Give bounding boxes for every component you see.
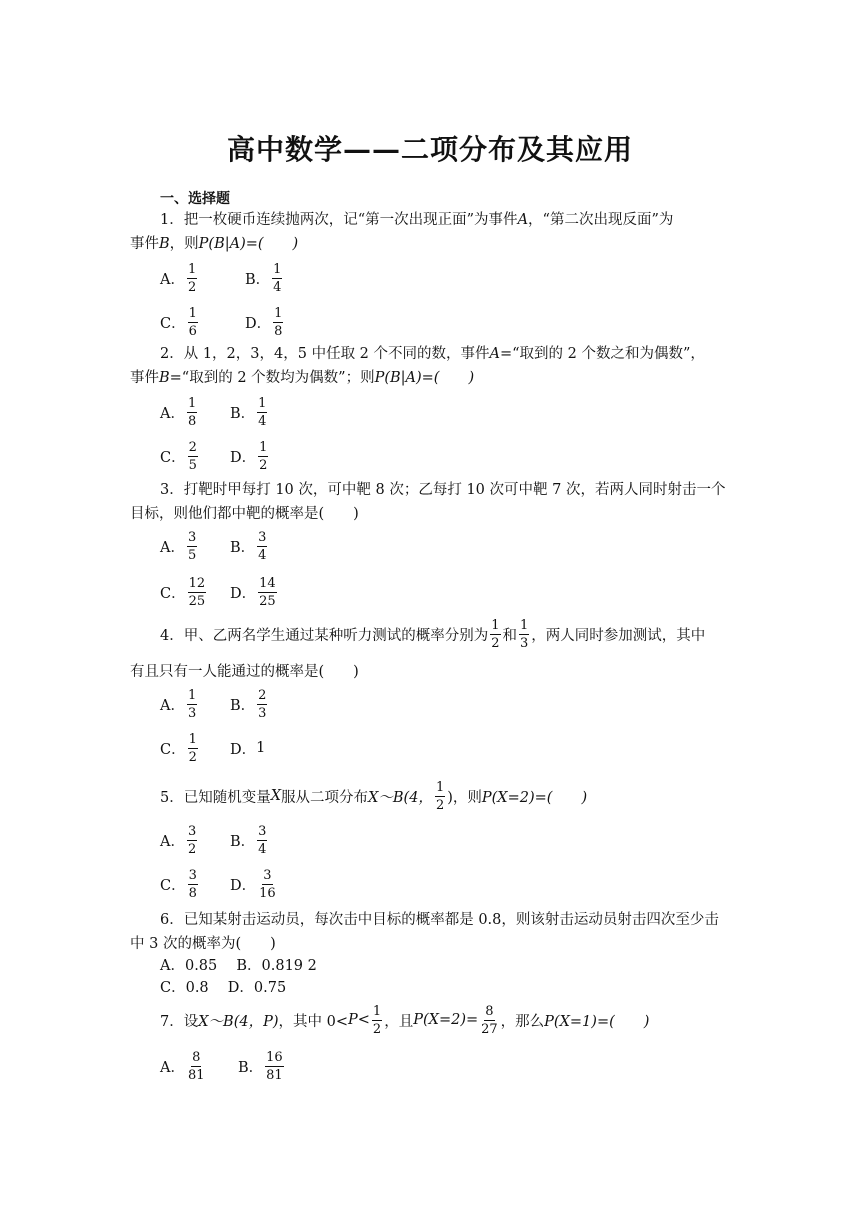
option-label: B． bbox=[230, 405, 256, 422]
fraction bbox=[265, 1049, 284, 1084]
numerator: 1 bbox=[520, 617, 529, 633]
denominator: 2 bbox=[187, 841, 197, 857]
denominator: 2 bbox=[491, 635, 500, 651]
q2-option-d bbox=[230, 434, 270, 478]
q4-option-d bbox=[230, 726, 265, 770]
denominator: 4 bbox=[258, 841, 267, 857]
option-label: C． bbox=[160, 877, 186, 894]
denominator: 3 bbox=[258, 705, 267, 721]
option-label: B． bbox=[230, 697, 256, 714]
q3-line1: 3．打靶时甲每打 10 次，可中靶 8 次；乙每打 10 次可中靶 7 次，若两人同时射击一个 bbox=[160, 482, 726, 498]
numerator: 8 bbox=[485, 1003, 494, 1019]
fraction bbox=[188, 867, 198, 902]
q4-text-2: ，两人同时参加测试，其中 bbox=[531, 627, 706, 644]
q1-var-a: A bbox=[517, 212, 529, 228]
numerator: 1 bbox=[372, 1003, 382, 1019]
denominator: 5 bbox=[188, 457, 197, 473]
numerator: 3 bbox=[258, 823, 267, 839]
numerator: 1 bbox=[259, 439, 268, 455]
numerator: 1 bbox=[187, 395, 197, 411]
numerator: 8 bbox=[192, 1049, 201, 1065]
option-label: D． bbox=[245, 315, 272, 332]
option-label: B． bbox=[238, 1059, 264, 1076]
fraction bbox=[187, 1049, 206, 1084]
fraction bbox=[480, 1003, 499, 1038]
fraction bbox=[272, 261, 282, 296]
numerator: 1 bbox=[188, 305, 197, 321]
fraction bbox=[258, 439, 268, 474]
q1-option-c bbox=[160, 300, 200, 344]
q5-text: 5．已知随机变量 bbox=[160, 789, 271, 806]
q2-option-c bbox=[160, 434, 200, 478]
denominator: 25 bbox=[259, 593, 276, 609]
q7-distribution: X～B(4，P) bbox=[198, 1013, 279, 1030]
fraction bbox=[258, 575, 277, 610]
numerator: 16 bbox=[266, 1049, 283, 1065]
denominator: 4 bbox=[273, 279, 282, 295]
fraction bbox=[490, 617, 500, 652]
q7-text-4: ，那么 bbox=[500, 1013, 545, 1030]
q7-option-b bbox=[238, 1044, 286, 1088]
q5-option-a bbox=[160, 818, 199, 862]
option-label: C． bbox=[160, 315, 186, 332]
option-label: B． bbox=[230, 539, 256, 556]
q3-option-d bbox=[230, 570, 279, 614]
q5-text-2: 服从二项分布 bbox=[281, 789, 369, 806]
denominator: 3 bbox=[187, 705, 197, 721]
q5-expr: P(X=2)=( ) bbox=[481, 789, 588, 806]
page-title: 高中数学——二项分布及其应用 bbox=[226, 133, 633, 166]
denominator: 81 bbox=[187, 1067, 205, 1083]
numerator: 3 bbox=[258, 529, 267, 545]
q4-line2: 有且只有一人能通过的概率是( ) bbox=[130, 664, 359, 680]
fraction bbox=[519, 617, 529, 652]
q7-text-3: ，且 bbox=[384, 1013, 414, 1030]
fraction bbox=[258, 867, 277, 902]
q6-line2: 中 3 次的概率为( ) bbox=[130, 936, 276, 952]
fraction bbox=[257, 687, 267, 722]
q4-option-b bbox=[230, 682, 269, 726]
q2-line1 bbox=[160, 344, 705, 364]
fraction bbox=[187, 823, 197, 858]
option-label: A． bbox=[160, 271, 185, 288]
q5-text-3: )，则 bbox=[447, 789, 482, 806]
numerator: 3 bbox=[188, 867, 197, 883]
q2-option-b bbox=[230, 390, 269, 434]
q7-expr-1: P(X=2)= bbox=[413, 1012, 479, 1028]
q2-option-a bbox=[160, 390, 199, 434]
option-value: 1 bbox=[256, 740, 266, 756]
q1-text-3: 事件 bbox=[130, 236, 159, 252]
q4-option-a bbox=[160, 682, 199, 726]
q2-text-2: =“取到的 2 个数之和为偶数”， bbox=[500, 346, 705, 362]
q1-text: 1．把一枚硬币连续抛两次，记“第一次出现正面”为事件 bbox=[160, 212, 518, 228]
q1-option-b bbox=[245, 256, 284, 300]
numerator: 1 bbox=[187, 261, 197, 277]
numerator: 1 bbox=[273, 261, 282, 277]
q1-line2 bbox=[130, 234, 298, 254]
numerator: 1 bbox=[187, 687, 197, 703]
denominator: 81 bbox=[266, 1067, 283, 1083]
numerator: 3 bbox=[187, 823, 197, 839]
fraction bbox=[257, 823, 267, 858]
q1-var-b: B bbox=[159, 236, 170, 252]
denominator: 8 bbox=[187, 413, 197, 429]
section-heading: 一、选择题 bbox=[160, 191, 230, 207]
fraction bbox=[187, 687, 197, 722]
option-label: D． bbox=[230, 449, 257, 466]
q5-var-x: X bbox=[270, 788, 282, 804]
option-label: A． bbox=[160, 405, 185, 422]
denominator: 4 bbox=[258, 547, 267, 563]
option-label: C． bbox=[160, 741, 186, 758]
option-label: A． bbox=[160, 697, 185, 714]
q5-distribution: X～B(4， bbox=[368, 789, 433, 806]
option-label: B． bbox=[230, 833, 256, 850]
denominator: 4 bbox=[258, 413, 267, 429]
q5-line1 bbox=[160, 774, 587, 818]
option-label: B． bbox=[245, 271, 271, 288]
denominator: 2 bbox=[372, 1021, 382, 1037]
numerator: 1 bbox=[435, 779, 445, 795]
q7-text-2: ，其中 0< bbox=[278, 1013, 348, 1030]
fraction bbox=[257, 529, 267, 564]
fraction bbox=[273, 305, 283, 340]
denominator: 8 bbox=[274, 323, 283, 339]
fraction bbox=[188, 575, 207, 610]
q4-line1 bbox=[160, 612, 705, 656]
q1-text-4: ，则 bbox=[169, 236, 199, 252]
q7-var-p: P bbox=[348, 1012, 358, 1028]
q7-text: 7．设 bbox=[160, 1013, 199, 1030]
denominator: 2 bbox=[188, 749, 197, 765]
denominator: 27 bbox=[481, 1021, 498, 1037]
denominator: 6 bbox=[188, 323, 197, 339]
denominator: 2 bbox=[259, 457, 268, 473]
q3-option-b bbox=[230, 524, 269, 568]
q5-option-b bbox=[230, 818, 269, 862]
denominator: 2 bbox=[435, 797, 445, 813]
numerator: 2 bbox=[188, 439, 197, 455]
fraction bbox=[372, 1003, 382, 1038]
q1-option-d bbox=[245, 300, 285, 344]
option-label: A． bbox=[160, 539, 185, 556]
fraction bbox=[187, 395, 197, 430]
denominator: 8 bbox=[188, 885, 197, 901]
fraction bbox=[188, 731, 198, 766]
numerator: 1 bbox=[188, 731, 197, 747]
q7-option-a bbox=[160, 1044, 208, 1088]
fraction bbox=[188, 439, 198, 474]
q6-options-row2: C．0.8 D．0.75 bbox=[160, 980, 287, 996]
numerator: 1 bbox=[491, 617, 500, 633]
numerator: 3 bbox=[187, 529, 197, 545]
q4-text: 4．甲、乙两名学生通过某种听力测试的概率分别为 bbox=[160, 627, 489, 644]
q7-expr-2: P(X=1)=( ) bbox=[544, 1013, 650, 1030]
numerator: 12 bbox=[188, 575, 206, 591]
numerator: 2 bbox=[258, 687, 267, 703]
q4-option-c bbox=[160, 726, 200, 770]
q5-option-c bbox=[160, 862, 200, 906]
q6-line1: 6．已知某射击运动员，每次击中目标的概率都是 0.8，则该射击运动员射击四次至少击 bbox=[160, 912, 719, 928]
option-label: C． bbox=[160, 585, 186, 602]
denominator: 3 bbox=[520, 635, 529, 651]
q1-text-2: ，“第二次出现反面”为 bbox=[528, 212, 674, 228]
q2-expr: P(B|A)=( ) bbox=[374, 370, 475, 386]
q1-line1 bbox=[160, 210, 673, 230]
q2-text-3: 事件 bbox=[130, 370, 159, 386]
q3-option-c bbox=[160, 570, 208, 614]
q1-expr: P(B|A)=( ) bbox=[198, 236, 299, 252]
option-label: A． bbox=[160, 833, 185, 850]
denominator: 2 bbox=[187, 279, 197, 295]
q6-options-row1: A．0.85 B．0.819 2 bbox=[160, 958, 317, 974]
denominator: 25 bbox=[188, 593, 206, 609]
numerator: 1 bbox=[258, 395, 267, 411]
numerator: 14 bbox=[259, 575, 276, 591]
fraction bbox=[435, 779, 445, 814]
q2-text-4: =“取到的 2 个数均为偶数”；则 bbox=[169, 370, 375, 386]
q2-var-b: B bbox=[159, 370, 170, 386]
numerator: 1 bbox=[274, 305, 283, 321]
option-label: D． bbox=[230, 877, 257, 894]
q7-less-than: < bbox=[357, 1012, 370, 1028]
denominator: 16 bbox=[259, 885, 276, 901]
q4-and: 和 bbox=[502, 627, 518, 644]
option-label: C． bbox=[160, 449, 186, 466]
q1-option-a bbox=[160, 256, 199, 300]
q2-line2 bbox=[130, 368, 474, 388]
numerator: 3 bbox=[263, 867, 272, 883]
q5-option-d bbox=[230, 862, 279, 906]
q3-line2: 目标，则他们都中靶的概率是( ) bbox=[130, 506, 359, 522]
q3-option-a bbox=[160, 524, 199, 568]
option-label: D． bbox=[230, 741, 257, 758]
q2-var-a: A bbox=[489, 346, 500, 362]
fraction bbox=[187, 529, 197, 564]
option-label: D． bbox=[230, 585, 257, 602]
fraction bbox=[187, 261, 197, 296]
denominator: 5 bbox=[187, 547, 197, 563]
q2-text: 2．从 1，2，3，4，5 中任取 2 个不同的数，事件 bbox=[160, 346, 490, 362]
fraction bbox=[257, 395, 267, 430]
q7-line1 bbox=[160, 998, 649, 1042]
option-label: A． bbox=[160, 1059, 185, 1076]
fraction bbox=[188, 305, 198, 340]
